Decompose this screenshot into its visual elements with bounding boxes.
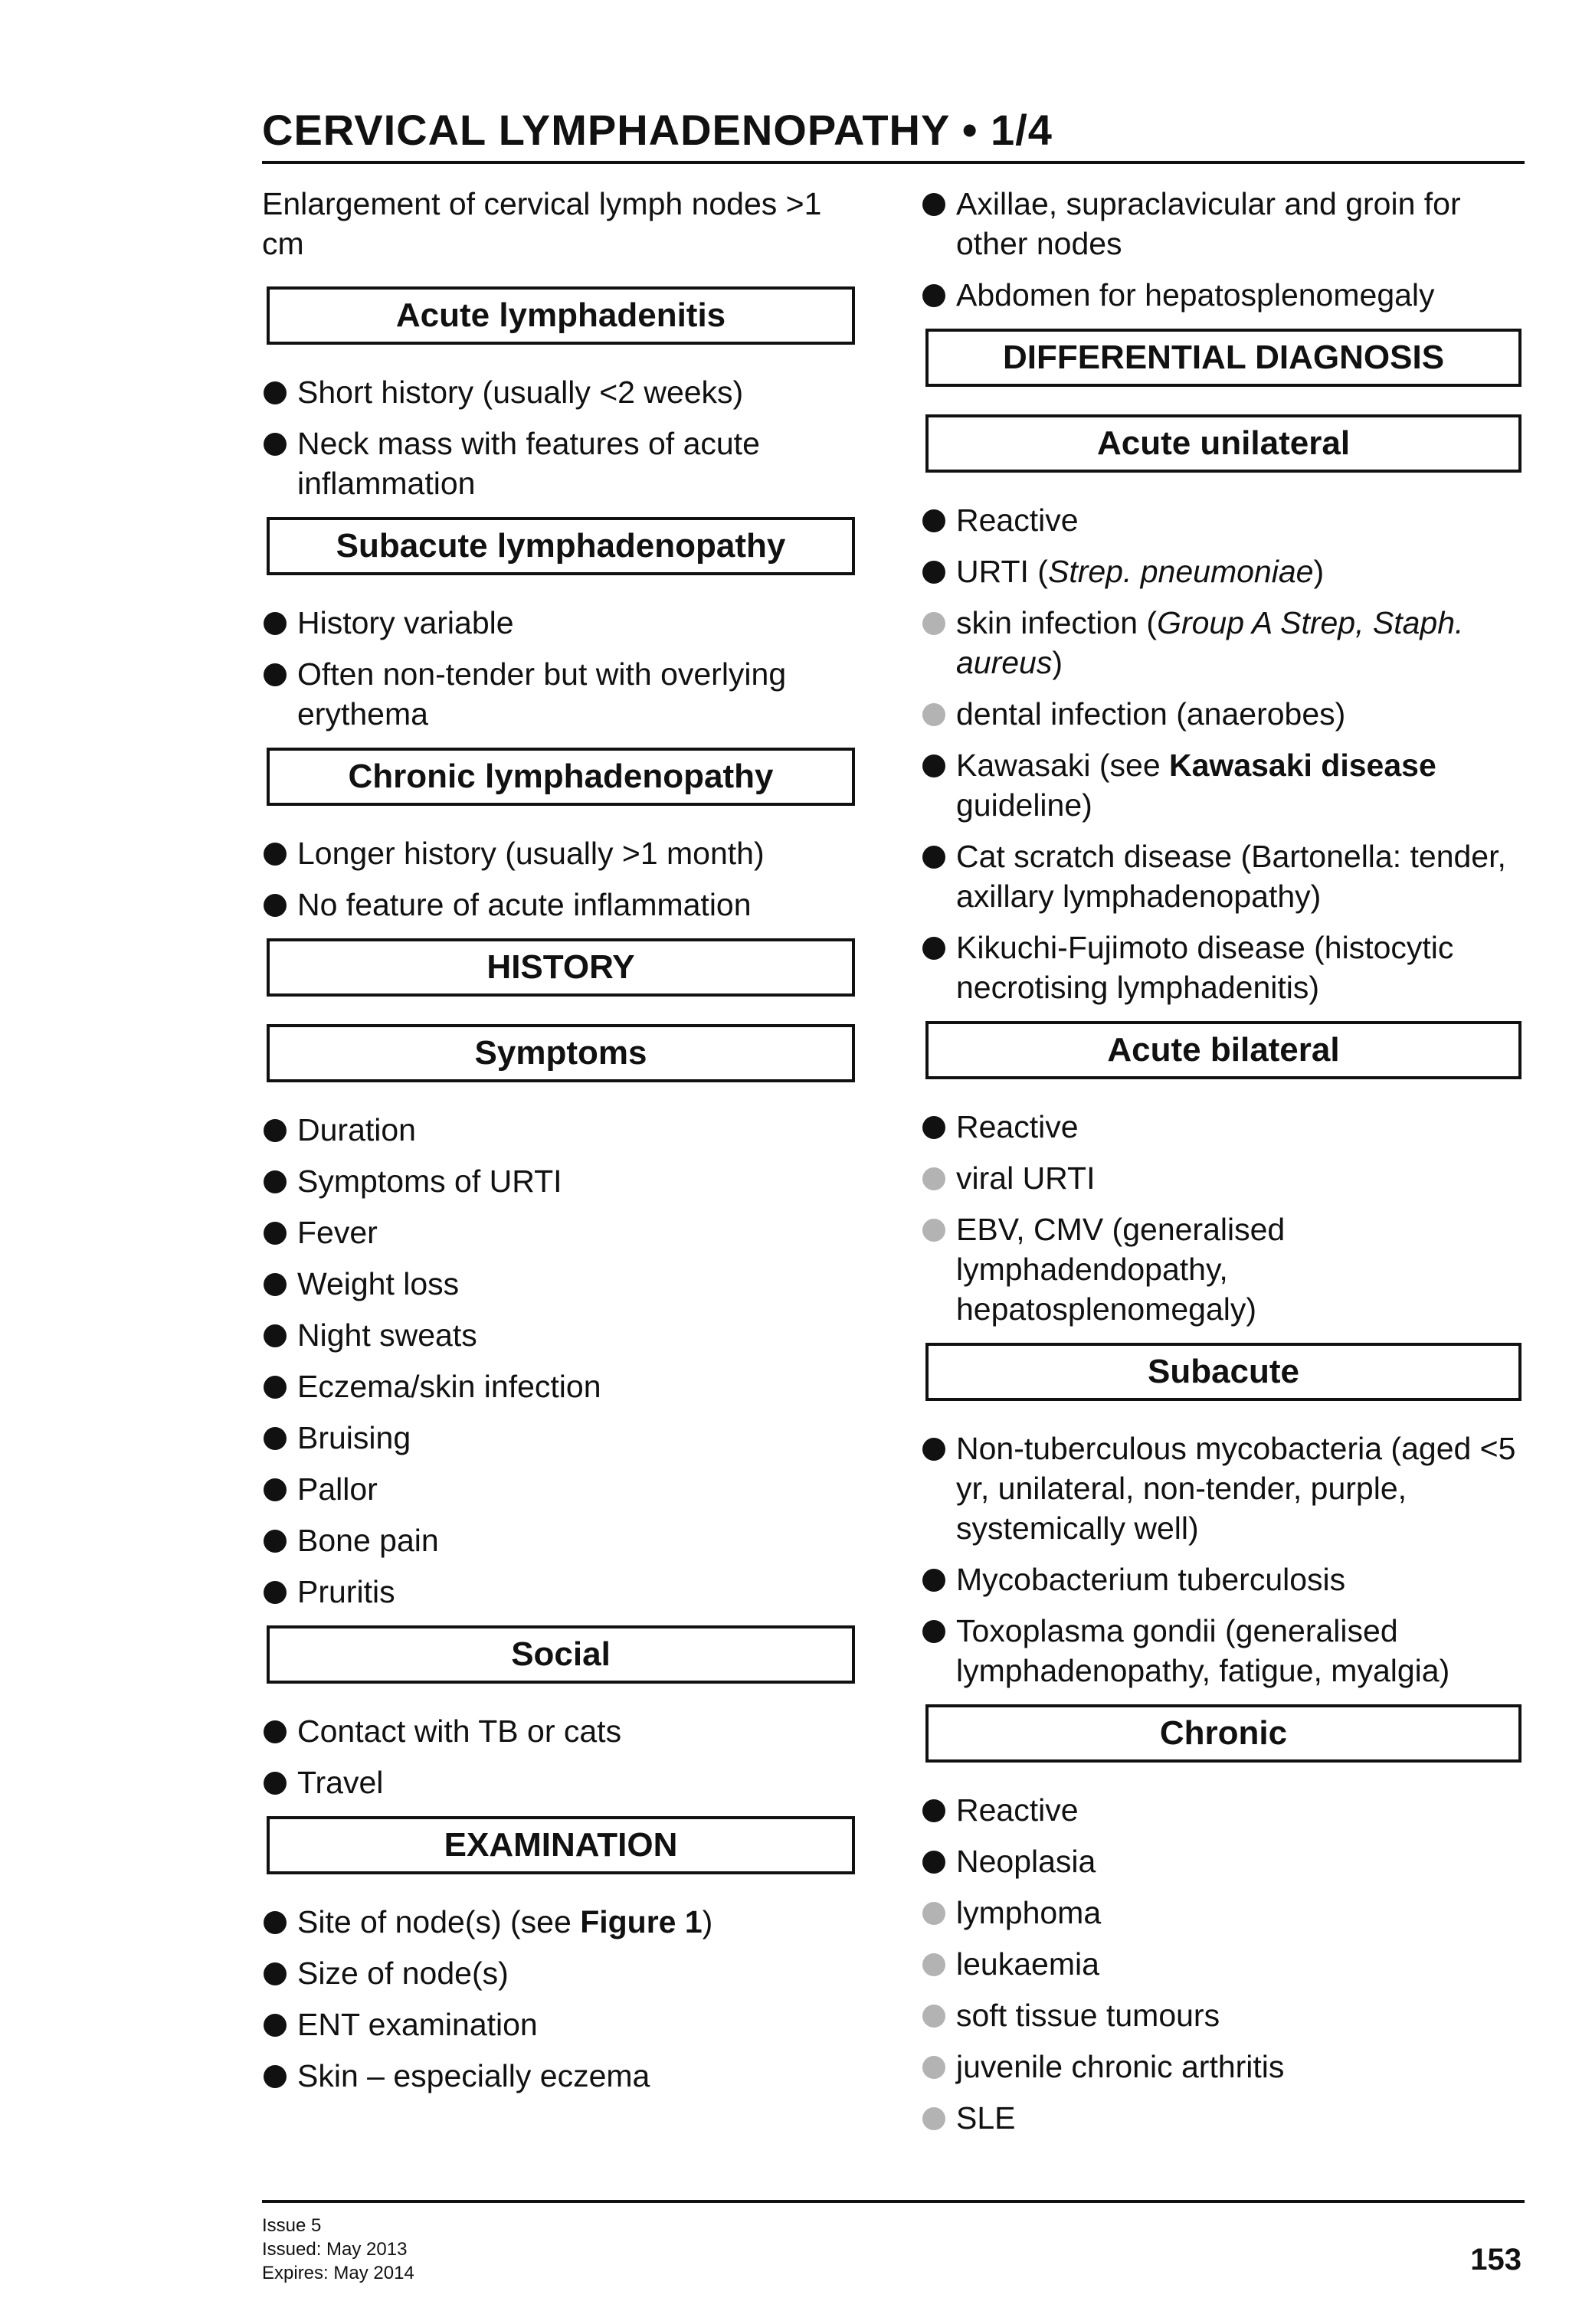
footer-meta bbox=[262, 2214, 414, 2285]
list-item: Longer history (usually >1 month) bbox=[262, 833, 860, 873]
list-item: No feature of acute inflammation bbox=[262, 885, 860, 925]
chronic-lymphadenopathy-list bbox=[262, 833, 860, 925]
heading-chronic-lymphadenopathy: Chronic lymphadenopathy bbox=[267, 748, 855, 806]
list-item: Fever bbox=[262, 1213, 860, 1252]
list-item: juvenile chronic arthritis bbox=[921, 2047, 1526, 2087]
heading-symptoms: Symptoms bbox=[267, 1024, 855, 1082]
bullet-icon bbox=[264, 381, 287, 404]
bullet-icon bbox=[264, 843, 287, 866]
list-item: soft tissue tumours bbox=[921, 1995, 1526, 2035]
title-divider bbox=[262, 161, 1525, 164]
list-item: Bone pain bbox=[262, 1520, 860, 1560]
list-item: URTI (Strep. pneumoniae) bbox=[921, 552, 1526, 591]
list-item: Duration bbox=[262, 1110, 860, 1150]
list-item: Reactive bbox=[921, 500, 1526, 540]
list-item: Non-tuberculous mycobacteria (aged <5 yr, unilateral, non-tender, purple, systemically well) bbox=[921, 1429, 1526, 1548]
list-item: Axillae, supraclavicular and groin for other nodes bbox=[921, 184, 1526, 263]
list-item: Site of node(s) (see Figure 1) bbox=[262, 1902, 860, 1942]
list-item: Mycobacterium tuberculosis bbox=[921, 1560, 1526, 1599]
bullet-icon bbox=[922, 1569, 945, 1592]
bullet-icon bbox=[264, 1772, 287, 1795]
examination-continued-list bbox=[921, 184, 1526, 315]
subacute-lymphadenopathy-list bbox=[262, 603, 860, 734]
list-item: Pruritis bbox=[262, 1572, 860, 1612]
heading-acute-bilateral: Acute bilateral bbox=[925, 1021, 1522, 1079]
list-item: SLE bbox=[921, 2098, 1526, 2138]
list-item: Eczema/skin infection bbox=[262, 1367, 860, 1406]
heading-subacute: Subacute bbox=[925, 1343, 1522, 1401]
bullet-icon bbox=[922, 561, 945, 584]
list-item: Short history (usually <2 weeks) bbox=[262, 372, 860, 412]
list-item: Travel bbox=[262, 1763, 860, 1802]
list-item: Weight loss bbox=[262, 1264, 860, 1304]
acute-lymphadenitis-list bbox=[262, 372, 860, 503]
list-item: Cat scratch disease (Bartonella: tender, axillary lymphadenopathy) bbox=[921, 836, 1526, 916]
figure-reference: Figure 1 bbox=[580, 1904, 703, 1939]
bullet-icon bbox=[264, 894, 287, 917]
list-item: Pallor bbox=[262, 1469, 860, 1509]
list-item: ENT examination bbox=[262, 2005, 860, 2044]
bullet-icon bbox=[264, 1119, 287, 1142]
issue-number: Issue 5 bbox=[262, 2215, 322, 2236]
bullet-icon bbox=[264, 1962, 287, 1985]
heading-social: Social bbox=[267, 1625, 855, 1684]
bullet-icon bbox=[922, 284, 945, 307]
bullet-icon bbox=[922, 846, 945, 869]
sub-bullet-icon bbox=[922, 1953, 945, 1976]
list-item: Symptoms of URTI bbox=[262, 1161, 860, 1201]
list-item: Often non-tender but with overlying erythema bbox=[262, 654, 860, 734]
footer-divider bbox=[262, 2200, 1525, 2203]
left-column bbox=[262, 184, 860, 2107]
bullet-icon bbox=[922, 1116, 945, 1139]
bullet-icon bbox=[264, 663, 287, 686]
list-item: History variable bbox=[262, 603, 860, 643]
heading-chronic: Chronic bbox=[925, 1704, 1522, 1763]
bullet-icon bbox=[264, 612, 287, 635]
bullet-icon bbox=[922, 1799, 945, 1822]
list-item: Neoplasia bbox=[921, 1841, 1526, 1881]
bullet-icon bbox=[264, 1530, 287, 1553]
acute-bilateral-list bbox=[921, 1107, 1526, 1329]
heading-examination: EXAMINATION bbox=[267, 1816, 855, 1874]
list-item: skin infection (Group A Strep, Staph. aureus) bbox=[921, 603, 1526, 682]
page-title: CERVICAL LYMPHADENOPATHY • 1/4 bbox=[262, 106, 1053, 154]
list-item: Kawasaki (see Kawasaki disease guideline) bbox=[921, 745, 1526, 825]
list-item: Kikuchi-Fujimoto disease (histocytic necrotising lymphadenitis) bbox=[921, 928, 1526, 1007]
heading-subacute-lymphadenopathy: Subacute lymphadenopathy bbox=[267, 517, 855, 575]
list-item: Neck mass with features of acute inflammation bbox=[262, 424, 860, 503]
examination-list bbox=[262, 1902, 860, 2096]
guideline-reference: Kawasaki disease bbox=[1169, 748, 1436, 783]
bullet-icon bbox=[264, 1376, 287, 1399]
bullet-icon bbox=[264, 1222, 287, 1245]
bullet-icon bbox=[264, 1911, 287, 1934]
list-item: lymphoma bbox=[921, 1893, 1526, 1933]
heading-differential-diagnosis: DIFFERENTIAL DIAGNOSIS bbox=[925, 329, 1522, 387]
list-item: leukaemia bbox=[921, 1944, 1526, 1984]
expiry-date: Expires: May 2014 bbox=[262, 2263, 414, 2283]
bullet-icon bbox=[922, 193, 945, 216]
bullet-icon bbox=[264, 1170, 287, 1193]
acute-unilateral-list bbox=[921, 500, 1526, 1007]
bullet-icon bbox=[264, 1324, 287, 1347]
bullet-icon bbox=[264, 1273, 287, 1296]
list-item: Abdomen for hepatosplenomegaly bbox=[921, 275, 1526, 315]
sub-bullet-icon bbox=[922, 703, 945, 726]
list-item: Bruising bbox=[262, 1418, 860, 1458]
sub-bullet-icon bbox=[922, 2107, 945, 2130]
bullet-icon bbox=[922, 754, 945, 777]
list-item: Night sweats bbox=[262, 1315, 860, 1355]
heading-acute-unilateral: Acute unilateral bbox=[925, 414, 1522, 473]
list-item: Skin – especially eczema bbox=[262, 2056, 860, 2096]
list-item: dental infection (anaerobes) bbox=[921, 694, 1526, 734]
issued-date: Issued: May 2013 bbox=[262, 2239, 408, 2260]
page-number: 153 bbox=[1470, 2243, 1522, 2277]
heading-history: HISTORY bbox=[267, 938, 855, 997]
heading-acute-lymphadenitis: Acute lymphadenitis bbox=[267, 286, 855, 345]
bullet-icon bbox=[264, 433, 287, 456]
sub-bullet-icon bbox=[922, 2005, 945, 2028]
right-column bbox=[921, 184, 1526, 2149]
list-item: Reactive bbox=[921, 1107, 1526, 1147]
list-item: Size of node(s) bbox=[262, 1953, 860, 1993]
social-list bbox=[262, 1711, 860, 1802]
bullet-icon bbox=[922, 937, 945, 960]
bullet-icon bbox=[264, 2065, 287, 2088]
sub-bullet-icon bbox=[922, 612, 945, 635]
bullet-icon bbox=[922, 509, 945, 532]
list-item: Toxoplasma gondii (generalised lymphadenopathy, fatigue, myalgia) bbox=[921, 1611, 1526, 1691]
bullet-icon bbox=[922, 1438, 945, 1461]
list-item: viral URTI bbox=[921, 1158, 1526, 1198]
bullet-icon bbox=[264, 1581, 287, 1604]
bullet-icon bbox=[264, 1720, 287, 1743]
subacute-list bbox=[921, 1429, 1526, 1691]
definition-text: Enlargement of cervical lymph nodes >1 cm bbox=[262, 186, 822, 261]
bullet-icon bbox=[264, 1427, 287, 1450]
list-item: Contact with TB or cats bbox=[262, 1711, 860, 1751]
sub-bullet-icon bbox=[922, 1219, 945, 1242]
bullet-icon bbox=[264, 2014, 287, 2037]
bullet-icon bbox=[922, 1620, 945, 1643]
sub-bullet-icon bbox=[922, 1167, 945, 1190]
bullet-icon bbox=[264, 1478, 287, 1501]
list-item: Reactive bbox=[921, 1790, 1526, 1830]
chronic-list bbox=[921, 1790, 1526, 2138]
sub-bullet-icon bbox=[922, 2056, 945, 2079]
symptoms-list bbox=[262, 1110, 860, 1612]
bullet-icon bbox=[922, 1851, 945, 1874]
sub-bullet-icon bbox=[922, 1902, 945, 1925]
list-item: EBV, CMV (generalised lymphadendopathy, hepatosplenomegaly) bbox=[921, 1209, 1526, 1329]
